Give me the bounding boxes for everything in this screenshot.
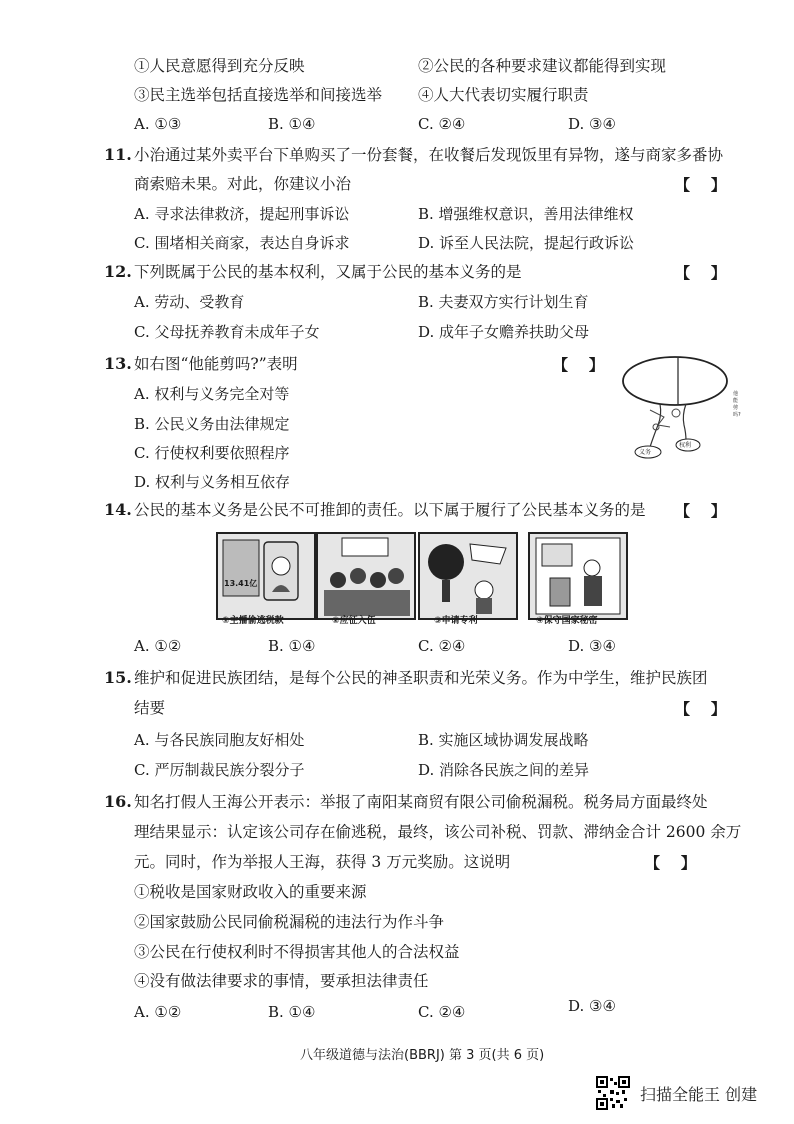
question-number: 11.	[104, 145, 132, 164]
question-stem: 元。同时，作为举报人王海，获得 3 万元奖励。这说明	[134, 853, 511, 871]
option-c: C. 围堵相关商家，表达自身诉求	[134, 234, 350, 252]
option-a: A. 权利与义务完全对等	[134, 385, 290, 403]
option-c: C. ②④	[418, 637, 466, 655]
option-d: D. ③④	[568, 637, 616, 655]
statement-1: ①人民意愿得到充分反映	[134, 57, 305, 75]
option-b: B. 增强维权意识，善用法律维权	[418, 205, 634, 223]
question-number: 16.	[104, 792, 132, 811]
question-stem: 如右图“他能剪吗?”表明	[134, 355, 298, 373]
balloon-cartoon-image	[620, 355, 745, 465]
question-stem: 商索赔未果。对此，你建议小治	[134, 175, 352, 193]
option-b: B. ①④	[268, 637, 316, 655]
option-b: B. 公民义务由法律规定	[134, 415, 290, 433]
option-a: A. 劳动、受教育	[134, 293, 245, 311]
cartoon-panel-enlist	[316, 532, 416, 620]
option-c: C. 父母抚养教育未成年子女	[134, 323, 320, 341]
panel-caption-4: ④保守国家秘密	[536, 616, 598, 626]
answer-bracket: 【 】	[675, 176, 726, 194]
option-b: B. 实施区域协调发展战略	[418, 731, 589, 749]
answer-bracket: 【 】	[675, 502, 726, 520]
statement-3: ③民主选举包括直接选举和间接选举	[134, 86, 383, 104]
answer-bracket: 【 】	[675, 700, 726, 718]
question-stem: 小治通过某外卖平台下单购买了一份套餐，在收餐后发现饭里有异物，遂与商家多番协	[134, 146, 724, 164]
statement-2: ②公民的各种要求建议都能得到实现	[418, 57, 667, 75]
question-stem: 理结果显示：认定该公司存在偷逃税，最终，该公司补税、罚款、滞纳金合计 2600 余万	[134, 823, 742, 841]
question-stem: 下列既属于公民的基本权利，又属于公民的基本义务的是	[134, 263, 522, 281]
statement-4: ④没有做法律要求的事情，要承担法律责任	[134, 972, 429, 990]
option-a: A. ①③	[134, 115, 182, 133]
question-number: 15.	[104, 668, 132, 687]
question-stem: 公民的基本义务是公民不可推卸的责任。以下属于履行了公民基本义务的是	[134, 501, 646, 519]
option-b: B. ①④	[268, 115, 316, 133]
answer-bracket: 【 】	[553, 356, 604, 374]
option-a: A. 与各民族同胞友好相处	[134, 731, 305, 749]
question-number: 14.	[104, 500, 132, 519]
statement-2: ②国家鼓励公民同偷税漏税的违法行为作斗争	[134, 913, 445, 931]
cartoon-panel-patent	[418, 532, 518, 620]
answer-bracket: 【 】	[675, 264, 726, 282]
option-d: D. ③④	[568, 997, 616, 1015]
answer-bracket: 【 】	[645, 854, 696, 872]
option-a: A. ①②	[134, 637, 182, 655]
option-d: D. 消除各民族之间的差异	[418, 761, 590, 779]
balloon-left-label: 义务	[639, 449, 652, 456]
option-c: C. 行使权利要依照程序	[134, 444, 290, 462]
question-number: 12.	[104, 262, 132, 281]
statement-1: ①税收是国家财政收入的重要来源	[134, 883, 367, 901]
option-a: A. 寻求法律救济，提起刑事诉讼	[134, 205, 350, 223]
option-c: C. ②④	[418, 115, 466, 133]
qr-code-icon	[596, 1076, 630, 1110]
panel-caption-1: ①主播偷逃税款	[222, 616, 284, 626]
question-stem: 结要	[134, 699, 166, 717]
statement-3: ③公民在行使权利时不得损害其他人的合法权益	[134, 943, 460, 961]
option-d: D. 成年子女赡养扶助父母	[418, 323, 590, 341]
option-b: B. 夫妻双方实行计划生育	[418, 293, 589, 311]
balloon-side-label: 他能剪吗?	[733, 391, 741, 418]
option-b: B. ①④	[268, 1003, 316, 1021]
panel-caption-2: ②应征入伍	[332, 616, 376, 626]
option-d: D. 诉至人民法院，提起行政诉讼	[418, 234, 635, 252]
cartoon-panel-state-secrets	[528, 532, 628, 620]
option-c: C. 严厉制裁民族分裂分子	[134, 761, 305, 779]
option-c: C. ②④	[418, 1003, 466, 1021]
balloon-right-label: 权利	[679, 442, 692, 449]
panel-amount-text: 13.41亿	[224, 579, 258, 588]
balloon-shape	[623, 357, 727, 405]
option-d: D. ③④	[568, 115, 616, 133]
question-stem: 维护和促进民族团结，是每个公民的神圣职责和光荣义务。作为中学生，维护民族团	[134, 669, 708, 687]
panel-caption-3: ③申请专利	[434, 616, 478, 626]
statement-4: ④人大代表切实履行职责	[418, 86, 589, 104]
scanner-watermark: 扫描全能王 创建	[640, 1085, 758, 1104]
cartoon-panel-tax-evasion	[216, 532, 316, 620]
page-footer: 八年级道德与法治(BBRJ) 第 3 页(共 6 页)	[300, 1048, 545, 1063]
option-d: D. 权利与义务相互依存	[134, 473, 291, 491]
option-a: A. ①②	[134, 1003, 182, 1021]
question-number: 13.	[104, 354, 132, 373]
question-stem: 知名打假人王海公开表示：举报了南阳某商贸有限公司偷税漏税。税务局方面最终处	[134, 793, 708, 811]
